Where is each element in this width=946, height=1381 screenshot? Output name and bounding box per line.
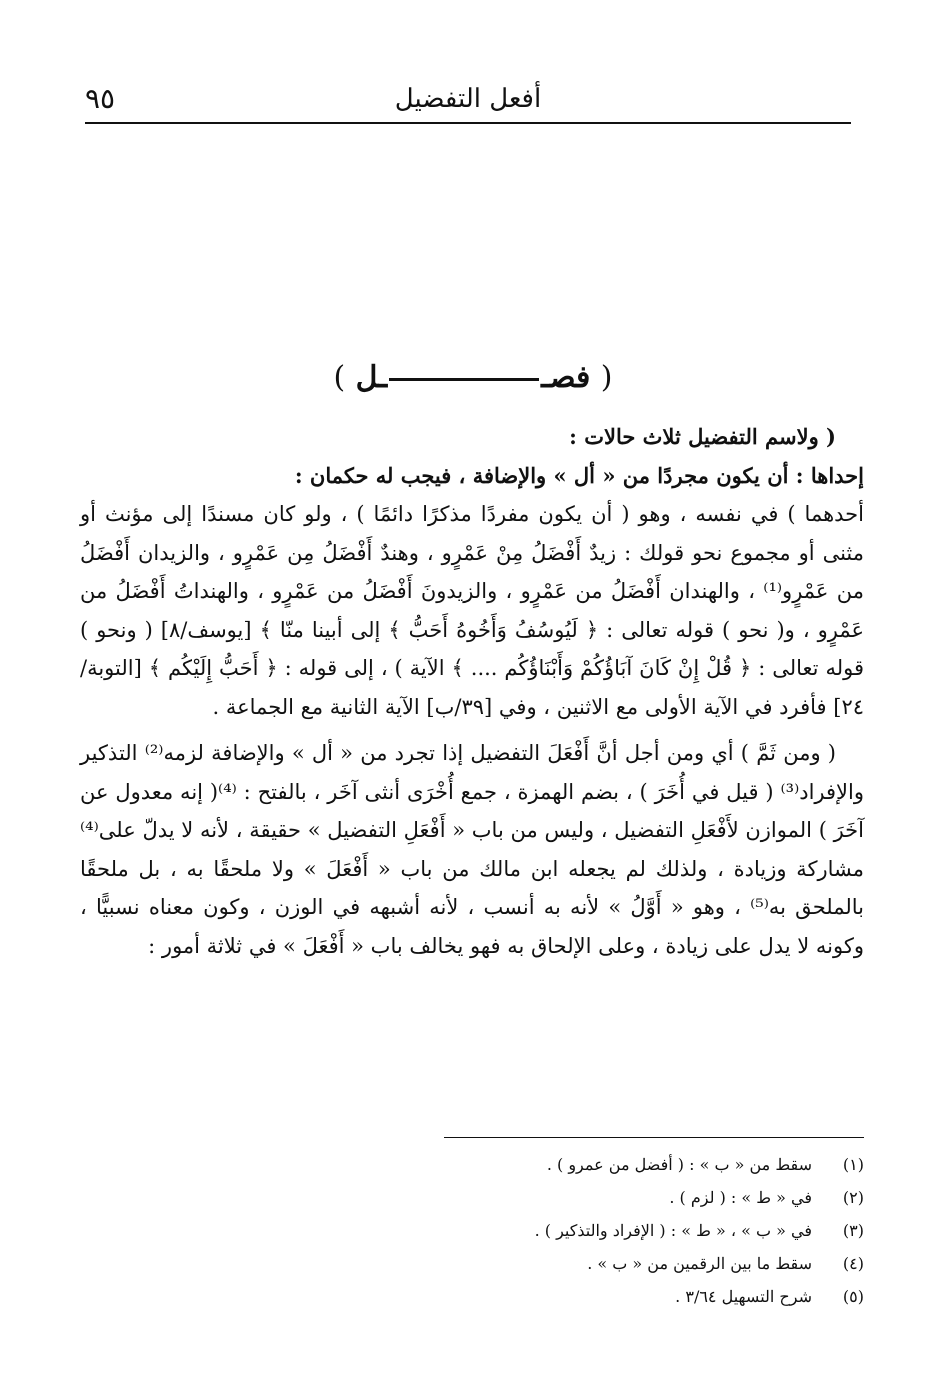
paragraph-intro: ( ولاسم التفضيل ثلاث حالات : [569,424,836,449]
footnote-number: (٤) [842,1254,864,1273]
section-heading [0,360,946,395]
footnote-text: في « ط » : ( لزم ) . [669,1188,812,1207]
footnote-item [80,1247,864,1280]
paragraph-first-rule: أحدهما ) في نفسه ، وهو ( أن يكون مفردًا مذكرًا دائمًا ) ، ولو كان مسندًا إلى مؤنث أو مثنى أو مجموع نحو قولك : زيدٌ أَفْضَلُ مِنْ عَمْرٍو ، وهندٌ أَفْضَلُ مِن عَمْرٍو ، والزيدان أَفْضَلُ من عَمْرٍو⁽¹⁾ ، والهندان أَفْضَلُ من عَمْرٍو ، والزيدونَ أَفْضَلُ من عَمْرٍو ، والهنداتُ أَفْضَلُ من عَمْرٍو ، و( نحو ) قوله تعالى : ﴿ لَيُوسُفُ وَأَخُوهُ أَحَبُّ ﴾ إلى أبينا منّا ﴾ [يوسف/٨] ( ونحو ) قوله تعالى : ﴿ قُلْ إِنْ كَانَ آبَاؤُكُمْ وَأَبْنَاؤُكُم .... ﴾ الآية ) ، إلى قوله : ﴿ أَحَبُّ إِلَيْكُم ﴾ [التوبة/٢٤] فأفرد في الآية الأولى مع الاثنين ، وفي [٣٩/ب] الآية الثانية مع الجماعة . [80,502,865,719]
footnote-text: شرح التسهيل ٣/٦٤ . [675,1287,812,1306]
heading-word-start: فصـ [541,360,591,395]
footnote-text: في « ب » ، « ط » : ( الإفراد والتذكير ) . [534,1221,812,1240]
footnote-item [80,1280,864,1313]
footnote-item [80,1214,864,1247]
paragraph-ukhar: ( ومن ثَمَّ ) أي ومن أجل أنَّ أَفْعَلَ التفضيل إذا تجرد من « أل » والإضافة لزمه⁽²⁾ التذكير والإفراد⁽³⁾ ( قيل في أُخَرَ ) ، بضم الهمزة ، جمع أُخْرَى أنثى آخَر ، بالفتح : ⁽⁴⁾( إنه معدول عن آخَرَ ) الموازن لأَفْعَلِ التفضيل ، وليس من باب « أَفْعَلِ التفضيل » حقيقة ، لأنه لا يدلّ على⁽⁴⁾ مشاركة وزيادة ، ولذلك لم يجعله ابن مالك من باب « أَفْعَلَ » ولا ملحقًا به ، بل ملحقًا بالملحق به⁽⁵⁾ ، وهو « أَوَّلُ » لأنه به أنسب ، لأنه أشبهه في الوزن ، وكون معناه نسبيًّا ، وكونه لا يدل على زيادة ، وعلى الإلحاق به فهو يخالف باب « أَفْعَلَ » في ثلاثة أمور : [80,741,864,958]
heading-word-end: ـل [355,360,388,395]
heading-open-bracket: ( [600,360,613,395]
footnote-divider [444,1137,864,1138]
footnote-number: (٣) [842,1221,864,1240]
heading-close-bracket: ) [333,360,346,395]
footnote-text: سقط من « ب » : ( أفضل من عمرو ) . [546,1155,812,1174]
footnote-text: سقط ما بين الرقمين من « ب » . [587,1254,812,1273]
running-title: أفعل التفضيل [394,84,542,114]
footnote-number: (٢) [842,1188,864,1207]
footnote-item [80,1181,864,1214]
footnotes [80,1148,864,1313]
heading-kashida-line [389,378,539,381]
paragraph-first-case: إحداها : أن يكون مجردًا من « أل » والإضافة ، فيجب له حكمان : [294,462,864,488]
footnote-number: (١) [842,1155,864,1174]
page-header [85,80,851,124]
page-number: ٩٥ [85,82,116,115]
footnote-item [80,1148,864,1181]
body-text [80,418,864,965]
footnote-number: (٥) [842,1287,864,1306]
